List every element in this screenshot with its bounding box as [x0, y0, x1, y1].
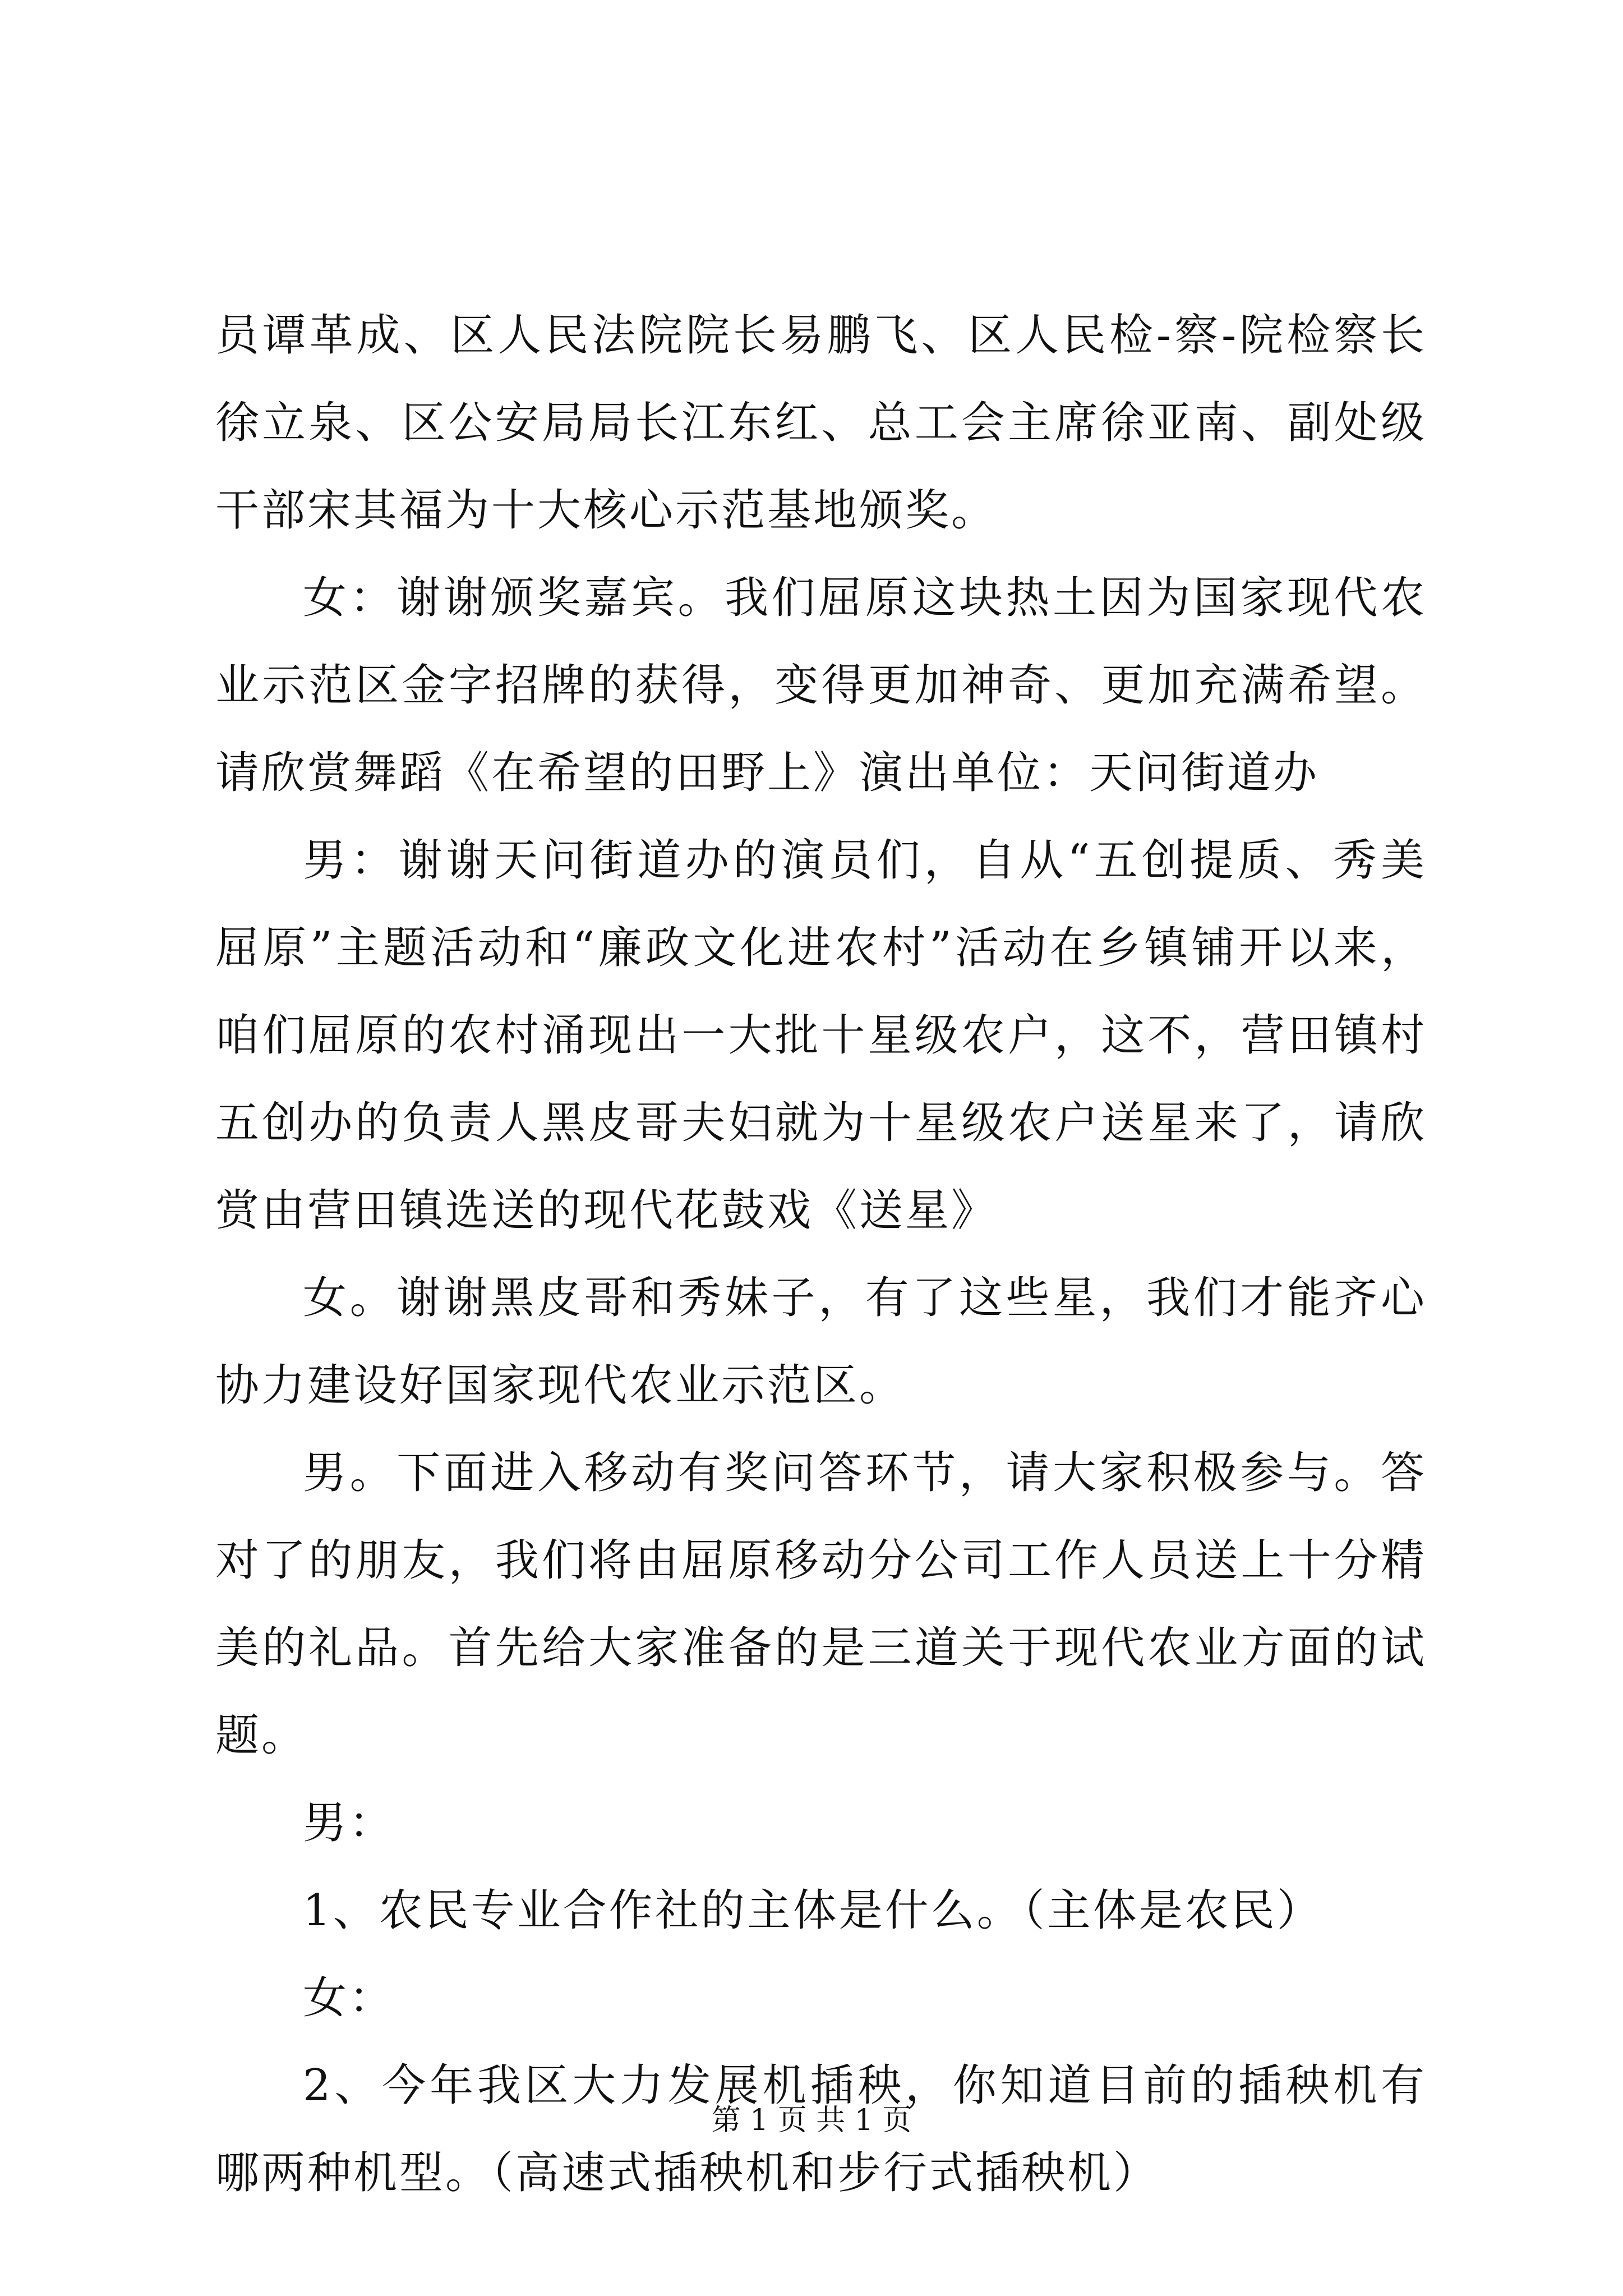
paragraph-2: 女：谢谢颁奖嘉宾。我们屈原这块热土因为国家现代农业示范区金字招牌的获得，变得更加神奇、更加充满希望。请欣赏舞蹈《在希望的田野上》演出单位：天问街道办	[215, 573, 1427, 798]
question-2: 2、今年我区大力发展机插秧，你知道目前的插秧机有哪两种机型。（高速式插秧机和步行式插秧机）	[215, 2060, 1427, 2198]
paragraph-5: 男。下面进入移动有奖问答环节，请大家积极参与。答对了的朋友，我们将由屈原移动分公司工作人员送上十分精美的礼品。首先给大家准备的是三道关于现代农业方面的试题。	[215, 1448, 1427, 1761]
document-body	[215, 292, 1427, 2217]
speaker-label-female: 女：	[303, 1973, 395, 2023]
paragraph-1: 员谭革成、区人民法院院长易鹏飞、区人民检-察-院检察长徐立泉、区公安局局长江东红、总工会主席徐亚南、副处级干部宋其福为十大核心示范基地颁奖。	[215, 310, 1427, 536]
paragraph-4: 女。谢谢黑皮哥和秀妹子，有了这些星，我们才能齐心协力建设好国家现代农业示范区。	[215, 1273, 1427, 1411]
page-number: 第 1 页 共 1 页	[711, 2104, 912, 2137]
question-1: 1、农民专业合作社的主体是什么。（主体是农民）	[303, 1885, 1323, 1936]
page-footer	[0, 2101, 1623, 2140]
speaker-label-male: 男：	[303, 1798, 395, 1848]
paragraph-3: 男：谢谢天问街道办的演员们，自从“五创提质、秀美屈原”主题活动和“廉政文化进农村”活动在乡镇铺开以来，咱们屈原的农村涌现出一大批十星级农户，这不，营田镇村五创办的负责人黑皮哥夫妇就为十星级农户送星来了，请欣赏由营田镇选送的现代花鼓戏《送星》	[215, 835, 1427, 1236]
